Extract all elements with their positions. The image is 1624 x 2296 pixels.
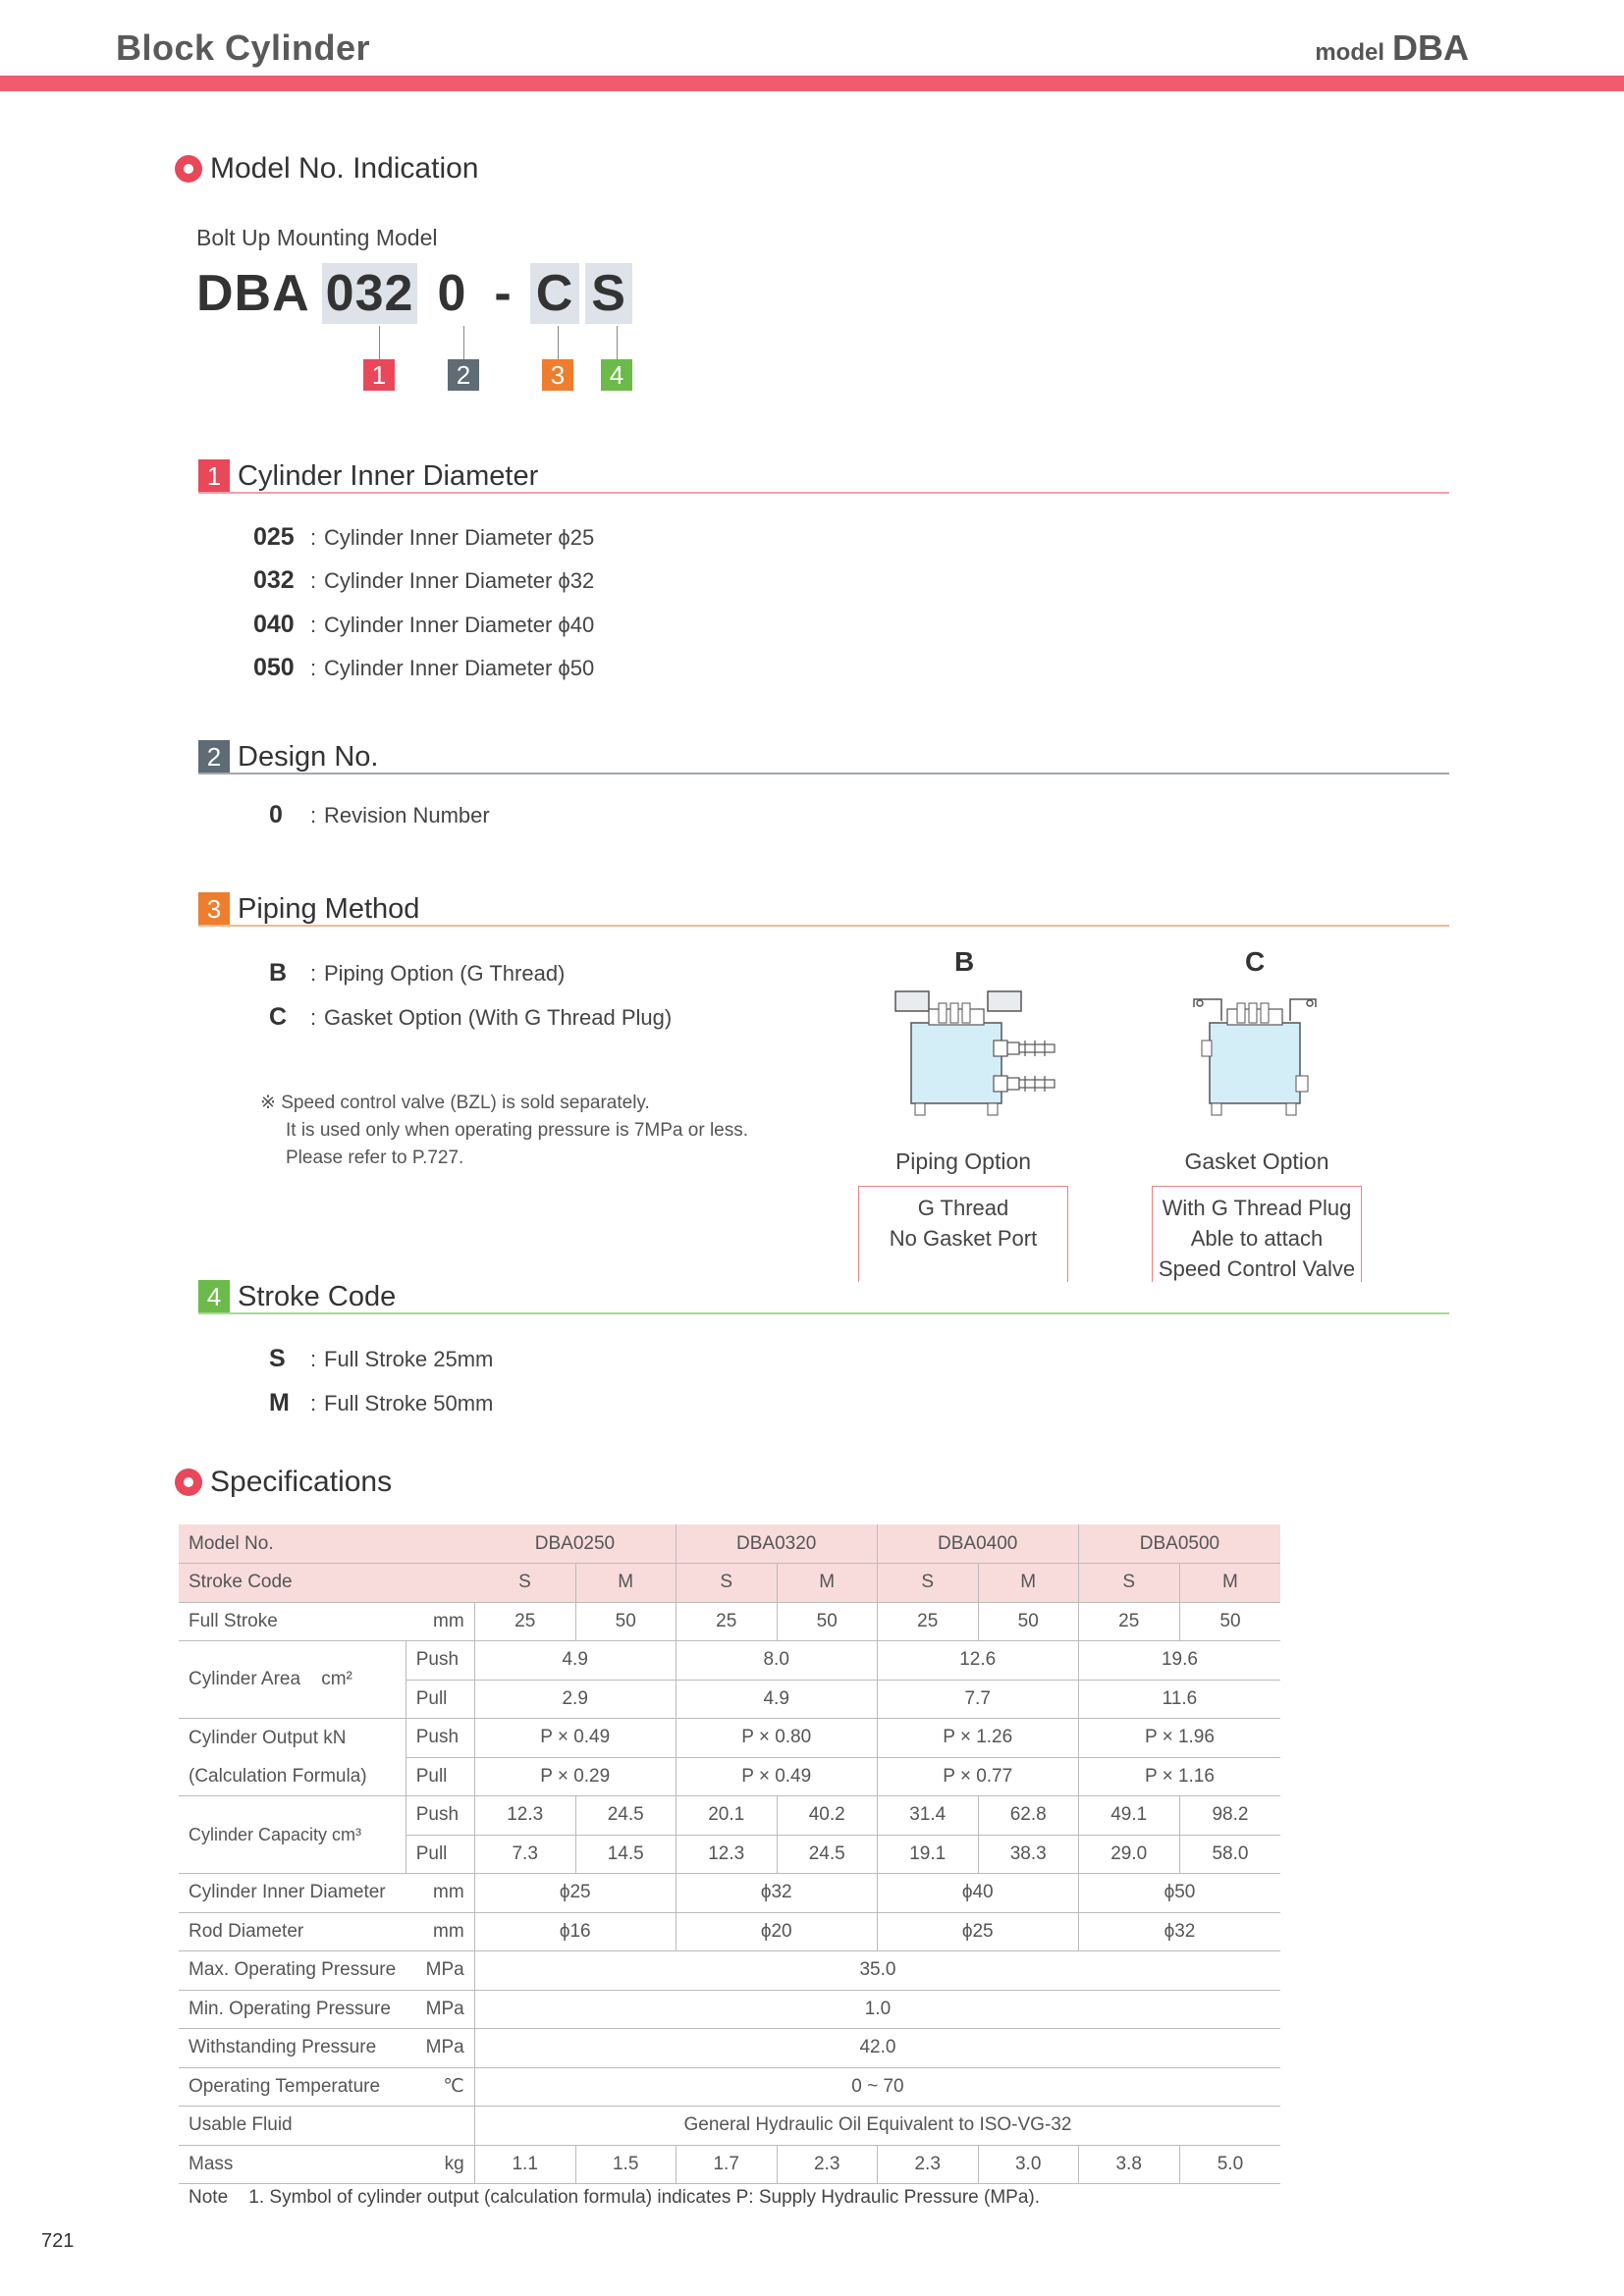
code-part1: 032: [322, 263, 418, 324]
tag-4: 4: [601, 359, 632, 391]
tag-1: 1: [363, 359, 395, 391]
section-number: 3: [198, 892, 230, 926]
section-title: Specifications: [210, 1466, 393, 1498]
code-prefix: DBA: [196, 265, 310, 322]
model-indication-heading: [175, 152, 479, 186]
diagram-b-letter: B: [954, 946, 975, 977]
list-item: B : Piping Option (G Thread): [269, 959, 566, 987]
section-title: Stroke Code: [238, 1280, 397, 1312]
code-dash: -: [494, 265, 513, 322]
table-row: Pull 7.3 14.5 12.3 24.5 19.1 38.3 29.0 58.0: [179, 1835, 1280, 1874]
diagram-c-box: With G Thread Plug Able to attach Speed Control Valve: [1152, 1186, 1362, 1282]
section-rule: [198, 492, 1449, 494]
section-title: Model No. Indication: [210, 152, 479, 185]
table-row: Withstanding Pressure MPa 42.0: [179, 2029, 1280, 2068]
section-rule: [198, 925, 1449, 927]
list-item: 050 : Cylinder Inner Diameter ϕ50: [253, 654, 595, 681]
header-model: [1315, 27, 1469, 69]
specifications-heading: [175, 1466, 392, 1499]
section-number: 1: [198, 459, 230, 493]
section-title: Design No.: [238, 740, 379, 773]
table-row: Max. Operating Pressure MPa 35.0: [179, 1951, 1280, 1991]
header-bar: [0, 76, 1624, 91]
connector-line: [617, 326, 618, 361]
model-prefix: model: [1315, 39, 1384, 66]
piping-option-diagram: [892, 986, 1068, 1121]
section-title: Cylinder Inner Diameter: [238, 459, 539, 492]
table-row: Mass kg 1.1 1.5 1.7 2.3 2.3 3.0 3.8 5.0: [179, 2145, 1280, 2184]
note-text: 1. Symbol of cylinder output (calculation formula) indicates P: Supply Hydraulic Pressure (MPa).: [248, 2187, 1040, 2208]
section-rule: [198, 773, 1449, 774]
tag-2: 2: [448, 359, 479, 391]
model-name: DBA: [1392, 27, 1469, 68]
table-row: Min. Operating Pressure MPa 1.0: [179, 1990, 1280, 2029]
bullet-icon: [175, 155, 202, 183]
connector-line: [379, 326, 380, 361]
model-code: [196, 261, 632, 326]
code-part4: S: [585, 263, 632, 324]
diagram-b-box: G Thread No Gasket Port: [858, 1186, 1068, 1282]
list-item: 025 : Cylinder Inner Diameter ϕ25: [253, 523, 595, 551]
list-item: 040 : Cylinder Inner Diameter ϕ40: [253, 611, 595, 638]
table-row: Model No. DBA0250 DBA0320 DBA0400 DBA0500: [179, 1524, 1280, 1564]
header-title: Block Cylinder: [116, 27, 371, 68]
table-row: Operating Temperature ℃ 0 ~ 70: [179, 2067, 1280, 2107]
diagram-c-title: Gasket Option: [1184, 1148, 1329, 1174]
list-item: M : Full Stroke 50mm: [269, 1389, 494, 1416]
section3-heading: [198, 892, 419, 926]
page-number: 721: [41, 2230, 75, 2252]
table-row: Rod Diameter mm ϕ16 ϕ20 ϕ25 ϕ32: [179, 1912, 1280, 1951]
gasket-option-diagram: [1188, 986, 1335, 1121]
section1-heading: [198, 459, 538, 493]
table-row: Cylinder Inner Diameter mm ϕ25 ϕ32 ϕ40 ϕ50: [179, 1874, 1280, 1913]
bullet-icon: [175, 1468, 202, 1496]
table-row: Cylinder Capacity cm³ Push 12.3 24.5 20.1 40.2 31.4 62.8 49.1 98.2: [179, 1796, 1280, 1836]
table-row: Usable Fluid General Hydraulic Oil Equivalent to ISO-VG-32: [179, 2107, 1280, 2146]
connector-line: [463, 326, 464, 361]
code-part3: C: [530, 263, 580, 324]
table-row: (Calculation Formula) Pull P × 0.29 P × 0.49 P × 0.77 P × 1.16: [179, 1757, 1280, 1796]
section2-heading: [198, 740, 378, 774]
piping-note: ※ Speed control valve (BZL) is sold separately. It is used only when operating pressure is 7MPa or less. Please refer to P.727.: [260, 1093, 749, 1168]
table-row: Pull 2.9 4.9 7.7 11.6: [179, 1680, 1280, 1719]
section-title: Piping Method: [238, 892, 420, 925]
section-rule: [198, 1312, 1449, 1314]
list-item: 0 : Revision Number: [269, 801, 490, 828]
table-row: Full Stroke mm 25 50 25 50 25 50 25 50: [179, 1602, 1280, 1641]
diagram-c-letter: C: [1245, 946, 1266, 977]
specifications-table: [179, 1524, 1280, 2184]
connector-line: [558, 326, 559, 361]
list-item: C : Gasket Option (With G Thread Plug): [269, 1003, 673, 1031]
code-part2: 0: [437, 265, 467, 322]
section-number: 4: [198, 1280, 230, 1313]
table-row: Cylinder Output kN Push P × 0.49 P × 0.80 P × 1.26 P × 1.96: [179, 1719, 1280, 1758]
table-row: Cylinder Area cm² Push 4.9 8.0 12.6 19.6: [179, 1641, 1280, 1681]
section-number: 2: [198, 740, 230, 774]
footnote: [189, 2187, 1040, 2209]
diagram-b-title: Piping Option: [894, 1148, 1032, 1174]
table-row: Stroke Code S M S M S M S M: [179, 1564, 1280, 1603]
list-item: S : Full Stroke 25mm: [269, 1345, 494, 1372]
mounting-label: Bolt Up Mounting Model: [196, 225, 438, 250]
tag-3: 3: [542, 359, 573, 391]
list-item: 032 : Cylinder Inner Diameter ϕ32: [253, 566, 595, 594]
section4-heading: [198, 1280, 396, 1313]
note-label: Note: [189, 2187, 229, 2208]
